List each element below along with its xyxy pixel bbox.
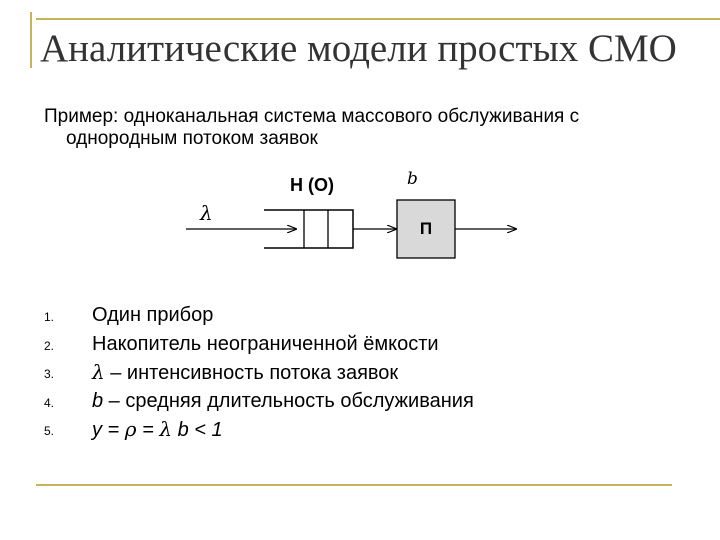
top-decorative-line <box>36 18 720 20</box>
list-item <box>44 303 474 332</box>
queue-label: Н (О) <box>290 175 334 195</box>
slide-title: Аналитические модели простых СМО <box>40 27 677 70</box>
b-symbol: b <box>92 389 104 412</box>
intro-line-1: Пример: одноканальная система массового обслуживания с <box>44 106 580 127</box>
list-text <box>92 360 398 385</box>
lambda-symbol: λ <box>92 360 105 384</box>
list-number: 2. <box>44 338 55 353</box>
queue-system-diagram <box>178 166 528 270</box>
formula-part: y = <box>92 419 125 441</box>
list-text <box>92 389 474 413</box>
list-number: 5. <box>44 424 55 438</box>
intro-line-2: однородным потоком заявок <box>66 128 318 149</box>
properties-list <box>44 303 474 446</box>
formula-text <box>92 417 223 442</box>
formula-part: = <box>136 419 160 441</box>
bottom-decorative-line <box>36 484 672 486</box>
arrival-rate-label: λ <box>200 201 213 225</box>
list-text: Накопитель неограниченной ёмкости <box>92 332 439 355</box>
list-item <box>44 389 474 418</box>
service-time-label: b <box>407 169 418 189</box>
list-text-rest: – средняя длительность обслуживания <box>103 389 474 412</box>
list-item <box>44 332 474 361</box>
list-number: 4. <box>44 395 55 410</box>
server-label: П <box>419 219 433 238</box>
formula-part: b < 1 <box>172 419 223 441</box>
list-number: 3. <box>44 367 55 381</box>
left-decorative-line <box>30 12 32 68</box>
rho-symbol: ρ <box>124 417 137 441</box>
list-text: Один прибор <box>92 304 214 326</box>
list-text-rest: – интенсивность потока заявок <box>104 362 399 384</box>
list-number: 1. <box>44 310 55 324</box>
intro-text <box>44 106 684 150</box>
list-item <box>44 417 474 446</box>
list-item <box>44 360 474 389</box>
lambda-symbol: λ <box>159 417 173 441</box>
